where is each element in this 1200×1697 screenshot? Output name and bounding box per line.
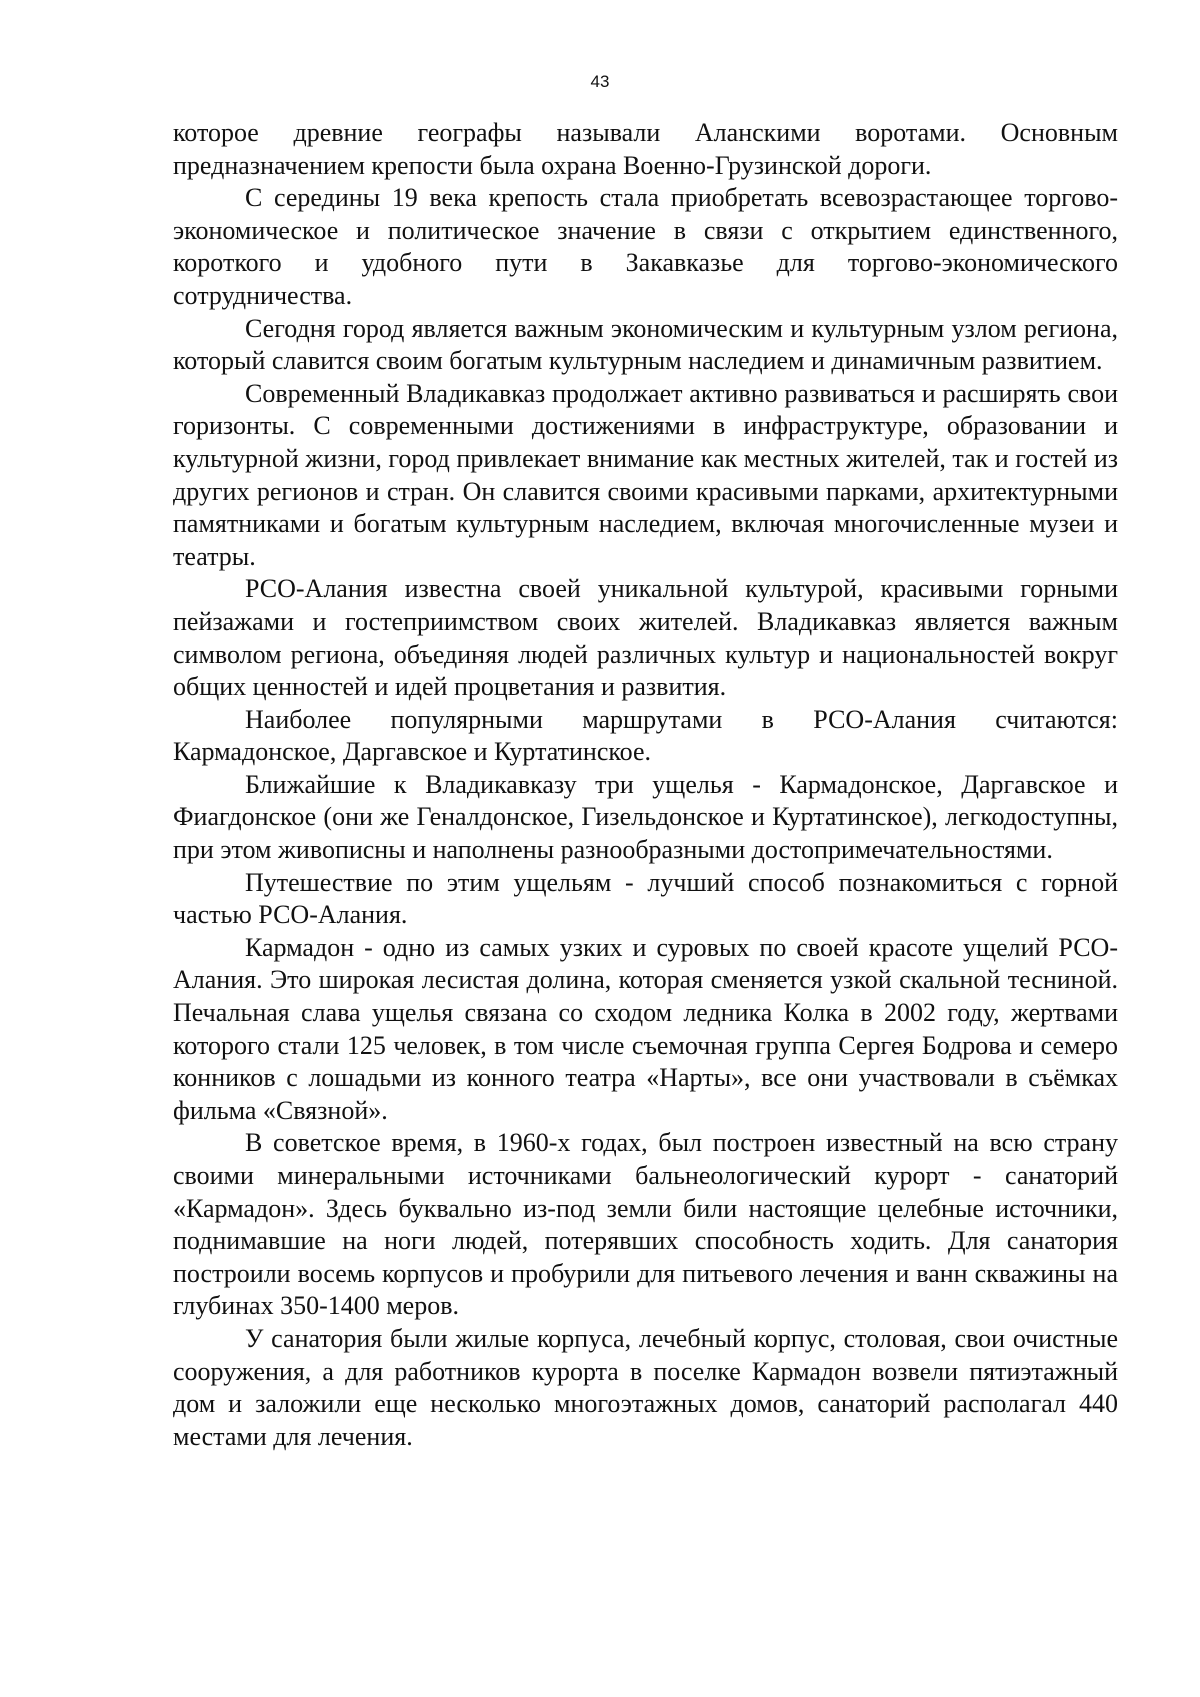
paragraph: Путешествие по этим ущельям - лучший способ познакомиться с горной частью РСО-Алания.: [173, 867, 1118, 930]
page-number: 43: [590, 72, 610, 91]
paragraph-continued: которое древние географы называли Аланскими воротами. Основным предназначением крепости была охрана Военно-Грузинской дороги.: [173, 118, 1118, 180]
paragraph: Ближайшие к Владикавказу три ущелья - Кармадонское, Даргавское и Фиагдонское (они же Геналдонское, Гизельдонское и Куртатинское), легкодоступны, при этом живописны и наполнены разнообразными достопримечательностями.: [173, 769, 1118, 865]
document-body: [173, 117, 1118, 1453]
paragraph: В советское время, в 1960-х годах, был построен известный на всю страну своими минеральными источниками бальнеологический курорт - санаторий «Кармадон». Здесь буквально из-под земли били настоящие целебные источники, поднимавшие на ноги людей, потерявших способность ходить. Для санатория построили восемь корпусов и пробурили для питьевого лечения и ванн скважины на глубинах 350-1400 меров.: [173, 1128, 1118, 1321]
paragraph: У санатория были жилые корпуса, лечебный корпус, столовая, свои очистные сооружения, а для работников курорта в поселке Кармадон возвели пятиэтажный дом и заложили еще несколько многоэтажных домов, санаторий располагал 440 местами для лечения.: [173, 1323, 1118, 1451]
paragraph: Современный Владикавказ продолжает активно развиваться и расширять свои горизонты. С современными достижениями в инфраструктуре, образовании и культурной жизни, город привлекает внимание как местных жителей, так и гостей из других регионов и стран. Он славится своими красивыми парками, архитектурными памятниками и богатым культурным наследием, включая многочисленные музеи и театры.: [173, 378, 1118, 571]
paragraph: Наиболее популярными маршрутами в РСО-Алания считаются: Кармадонское, Даргавское и Куртатинское.: [173, 704, 1118, 767]
paragraph: Кармадон - одно из самых узких и суровых по своей красоте ущелий РСО-Алания. Это широкая лесистая долина, которая сменяется узкой скальной тесниной. Печальная слава ущелья связана со сходом ледника Колка в 2002 году, жертвами которого стали 125 человек, в том числе съемочная группа Сергея Бодрова и семеро конников с лошадьми из конного театра «Нарты», все они участвовали в съёмках фильма «Связной».: [173, 932, 1118, 1125]
paragraph: С середины 19 века крепость стала приобретать всевозрастающее торгово-экономическое и политическое значение в связи с открытием единственного, короткого и удобного пути в Закавказье для торгово-экономического сотрудничества.: [173, 183, 1118, 310]
paragraph: РСО-Алания известна своей уникальной культурой, красивыми горными пейзажами и гостеприимством своих жителей. Владикавказ является важным символом региона, объединяя людей различных культур и национальностей вокруг общих ценностей и идей процветания и развития.: [173, 574, 1118, 702]
paragraph: Сегодня город является важным экономическим и культурным узлом региона, который славится своим богатым культурным наследием и динамичным развитием.: [173, 313, 1118, 376]
